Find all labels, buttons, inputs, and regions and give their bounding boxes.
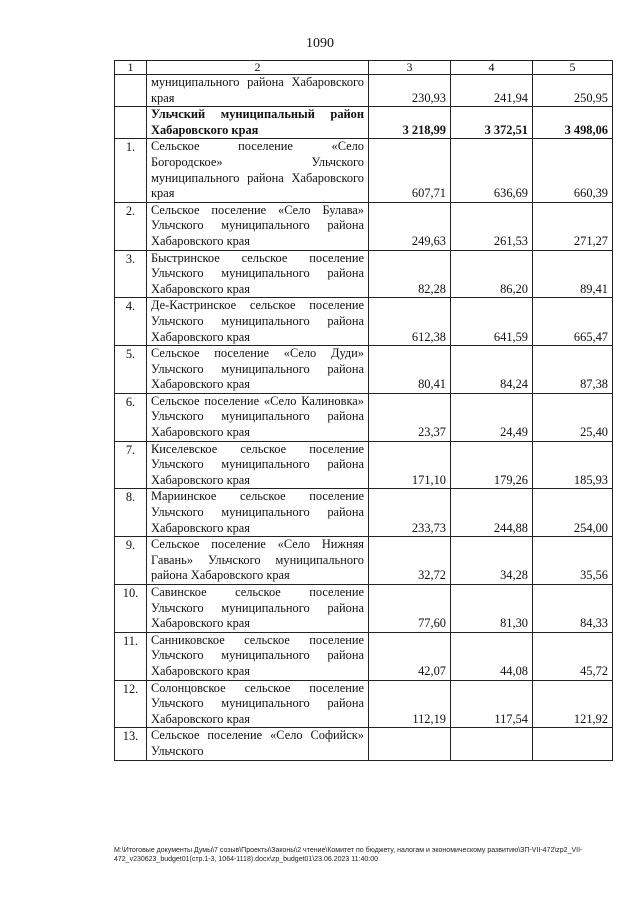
value-col-4: 3 372,51 bbox=[451, 107, 533, 139]
row-number: 9. bbox=[115, 537, 147, 585]
settlement-name: Сельское поселение «Село Дуди» Ульчского муниципального района Хабаровского края bbox=[147, 346, 369, 394]
settlement-name: Сельское поселение «Село Богородское» Ульчского муниципального района Хабаровского края bbox=[147, 139, 369, 202]
page-number: 1090 bbox=[306, 36, 334, 51]
value-col-3: 112,19 bbox=[369, 680, 451, 728]
table-row bbox=[115, 585, 613, 633]
row-number: 7. bbox=[115, 441, 147, 489]
value-col-4 bbox=[451, 728, 533, 760]
settlement-name: Санниковское сельское поселение Ульчского муниципального района Хабаровского края bbox=[147, 632, 369, 680]
value-col-4: 261,53 bbox=[451, 202, 533, 250]
table-row bbox=[115, 75, 613, 107]
value-col-4: 241,94 bbox=[451, 75, 533, 107]
row-number: 2. bbox=[115, 202, 147, 250]
value-col-5: 254,00 bbox=[533, 489, 613, 537]
value-col-5 bbox=[533, 728, 613, 760]
value-col-3: 3 218,99 bbox=[369, 107, 451, 139]
row-number: 12. bbox=[115, 680, 147, 728]
value-col-3: 171,10 bbox=[369, 441, 451, 489]
value-col-5: 3 498,06 bbox=[533, 107, 613, 139]
settlement-name: Быстринское сельское поселение Ульчского муниципального района Хабаровского края bbox=[147, 250, 369, 298]
settlement-name: Киселевское сельское поселение Ульчского муниципального района Хабаровского края bbox=[147, 441, 369, 489]
column-header: 2 bbox=[147, 61, 369, 75]
settlement-name: Савинское сельское поселение Ульчского муниципального района Хабаровского края bbox=[147, 585, 369, 633]
table-row bbox=[115, 393, 613, 441]
row-number bbox=[115, 107, 147, 139]
value-col-4: 86,20 bbox=[451, 250, 533, 298]
value-col-3: 80,41 bbox=[369, 346, 451, 394]
value-col-5: 121,92 bbox=[533, 680, 613, 728]
row-number: 3. bbox=[115, 250, 147, 298]
table-row bbox=[115, 489, 613, 537]
row-number: 6. bbox=[115, 393, 147, 441]
table-row bbox=[115, 680, 613, 728]
table-row bbox=[115, 298, 613, 346]
column-header: 5 bbox=[533, 61, 613, 75]
value-col-4: 117,54 bbox=[451, 680, 533, 728]
value-col-5: 665,47 bbox=[533, 298, 613, 346]
value-col-4: 244,88 bbox=[451, 489, 533, 537]
value-col-3: 233,73 bbox=[369, 489, 451, 537]
table-row bbox=[115, 632, 613, 680]
row-number: 13. bbox=[115, 728, 147, 760]
row-number: 8. bbox=[115, 489, 147, 537]
row-number: 1. bbox=[115, 139, 147, 202]
value-col-5: 25,40 bbox=[533, 393, 613, 441]
value-col-5: 45,72 bbox=[533, 632, 613, 680]
value-col-3: 82,28 bbox=[369, 250, 451, 298]
value-col-5: 84,33 bbox=[533, 585, 613, 633]
row-number: 5. bbox=[115, 346, 147, 394]
value-col-3: 230,93 bbox=[369, 75, 451, 107]
value-col-5: 87,38 bbox=[533, 346, 613, 394]
value-col-4: 636,69 bbox=[451, 139, 533, 202]
value-col-5: 271,27 bbox=[533, 202, 613, 250]
table-row bbox=[115, 441, 613, 489]
table-row bbox=[115, 139, 613, 202]
value-col-4: 179,26 bbox=[451, 441, 533, 489]
value-col-5: 89,41 bbox=[533, 250, 613, 298]
value-col-4: 44,08 bbox=[451, 632, 533, 680]
table-header-row bbox=[115, 61, 613, 75]
value-col-3: 249,63 bbox=[369, 202, 451, 250]
table-row bbox=[115, 728, 613, 760]
row-number: 11. bbox=[115, 632, 147, 680]
value-col-3: 607,71 bbox=[369, 139, 451, 202]
value-col-5: 35,56 bbox=[533, 537, 613, 585]
value-col-4: 81,30 bbox=[451, 585, 533, 633]
budget-table bbox=[114, 60, 613, 761]
row-number: 4. bbox=[115, 298, 147, 346]
column-header: 3 bbox=[369, 61, 451, 75]
table-row bbox=[115, 202, 613, 250]
column-header: 4 bbox=[451, 61, 533, 75]
table-row bbox=[115, 107, 613, 139]
table-row bbox=[115, 537, 613, 585]
settlement-name: Мариинское сельское поселение Ульчского муниципального района Хабаровского края bbox=[147, 489, 369, 537]
settlement-name: Де-Кастринское сельское поселение Ульчского муниципального района Хабаровского края bbox=[147, 298, 369, 346]
settlement-name: Сельское поселение «Село Калиновка» Ульчского муниципального района Хабаровского края bbox=[147, 393, 369, 441]
value-col-4: 24,49 bbox=[451, 393, 533, 441]
settlement-name: Сельское поселение «Село Булава» Ульчского муниципального района Хабаровского края bbox=[147, 202, 369, 250]
value-col-5: 660,39 bbox=[533, 139, 613, 202]
value-col-4: 84,24 bbox=[451, 346, 533, 394]
value-col-4: 641,59 bbox=[451, 298, 533, 346]
settlement-name: Сельское поселение «Село Софийск» Ульчского bbox=[147, 728, 369, 760]
table-row bbox=[115, 250, 613, 298]
settlement-name: Сельское поселение «Село Нижняя Гавань» Ульчского муниципального района Хабаровского края bbox=[147, 537, 369, 585]
value-col-3: 32,72 bbox=[369, 537, 451, 585]
table-row bbox=[115, 346, 613, 394]
value-col-3: 612,38 bbox=[369, 298, 451, 346]
settlement-name: Ульчский муниципальный район Хабаровского края bbox=[147, 107, 369, 139]
value-col-5: 250,95 bbox=[533, 75, 613, 107]
value-col-3: 77,60 bbox=[369, 585, 451, 633]
settlement-name: муниципального района Хабаровского края bbox=[147, 75, 369, 107]
value-col-5: 185,93 bbox=[533, 441, 613, 489]
row-number bbox=[115, 75, 147, 107]
value-col-3: 23,37 bbox=[369, 393, 451, 441]
document-path-footer: M:\Итоговые документы Думы\7 созыв\Проекты\Законы\2 чтение\Комитет по бюджету, налогам и экономическому развитию\ЗП-VII-472\zp2_VII-472_v230623_budget01(стр.1-3, 1064-1118).docx\zp_budget01\23.06.2023 11:40:00 bbox=[114, 847, 583, 863]
settlement-name: Солонцовское сельское поселение Ульчского муниципального района Хабаровского края bbox=[147, 680, 369, 728]
value-col-4: 34,28 bbox=[451, 537, 533, 585]
row-number: 10. bbox=[115, 585, 147, 633]
column-header: 1 bbox=[115, 61, 147, 75]
value-col-3 bbox=[369, 728, 451, 760]
value-col-3: 42,07 bbox=[369, 632, 451, 680]
